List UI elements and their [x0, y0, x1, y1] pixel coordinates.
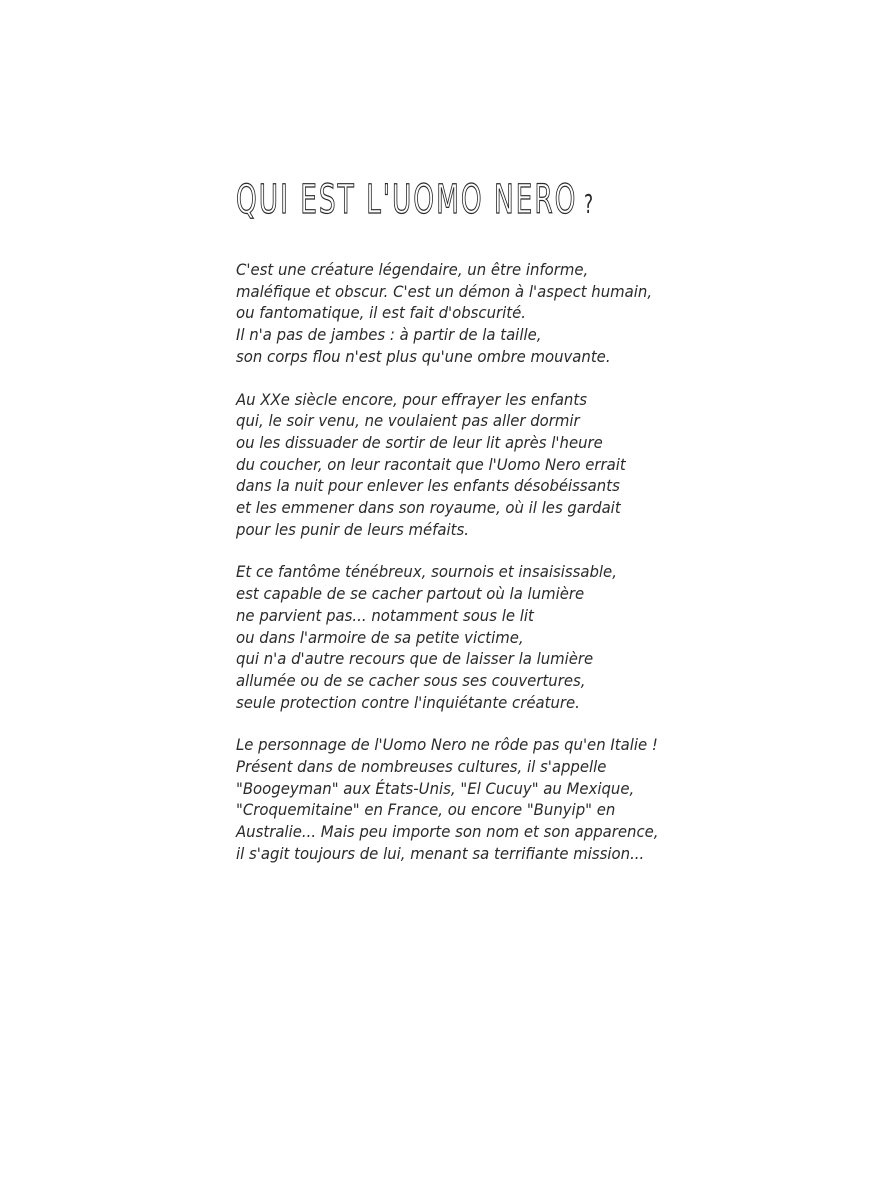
text-line: C'est une créature légendaire, un être informe, — [236, 260, 589, 279]
text-line: qui, le soir venu, ne voulaient pas aller dormir — [236, 411, 580, 431]
text-line: ou les dissuader de sortir de leur lit après l'heure — [236, 432, 603, 452]
text-line: est capable de se cacher partout où la lumière — [236, 584, 585, 604]
text-line: "Croquemitaine" en France, ou encore "Bunyip" en — [236, 800, 616, 820]
text-line: il s'agit toujours de lui, menant sa terrifiante mission... — [236, 843, 645, 863]
title-question-mark: ? — [584, 190, 594, 220]
paragraph-2 — [236, 389, 676, 541]
text-line: Et ce fantôme ténébreux, sournois et insaisissable, — [236, 562, 617, 582]
text-line: Le personnage de l'Uomo Nero ne rôde pas qu'en Italie ! — [236, 735, 658, 755]
paragraph-1 — [236, 259, 676, 368]
text-line: du coucher, on leur racontait que l'Uomo Nero errait — [236, 454, 626, 474]
text-line: Au XXe siècle encore, pour effrayer les enfants — [236, 389, 587, 409]
paragraph-4 — [236, 734, 676, 864]
text-line: pour les punir de leurs méfaits. — [236, 519, 469, 539]
text-line: ou dans l'armoire de sa petite victime, — [236, 627, 524, 647]
text-line: allumée ou de se cacher sous ses couvertures, — [236, 670, 586, 690]
text-line: qui n'a d'autre recours que de laisser la lumière — [236, 649, 594, 669]
text-line: ne parvient pas... notamment sous le lit — [236, 605, 534, 625]
text-line: "Boogeyman" aux États-Unis, "El Cucuy" au Mexique, — [236, 778, 635, 798]
body-text — [236, 259, 676, 886]
text-line: dans la nuit pour enlever les enfants désobéissants — [236, 476, 620, 496]
text-line: son corps flou n'est plus qu'une ombre mouvante. — [236, 346, 611, 366]
text-line: maléfique et obscur. C'est un démon à l'aspect humain, — [236, 281, 653, 301]
text-line: Il n'a pas de jambes : à partir de la taille, — [236, 325, 542, 345]
title-text: QUI EST L'UOMO NERO — [236, 177, 578, 223]
text-line: Présent dans de nombreuses cultures, il s'appelle — [236, 757, 607, 777]
text-line: seule protection contre l'inquiétante créature. — [236, 692, 580, 712]
text-line: et les emmener dans son royaume, où il les gardait — [236, 498, 621, 518]
paragraph-3 — [236, 561, 676, 713]
page-title — [236, 178, 593, 222]
text-line: Australie... Mais peu importe son nom et son apparence, — [236, 822, 659, 842]
text-line: ou fantomatique, il est fait d'obscurité. — [236, 303, 527, 323]
